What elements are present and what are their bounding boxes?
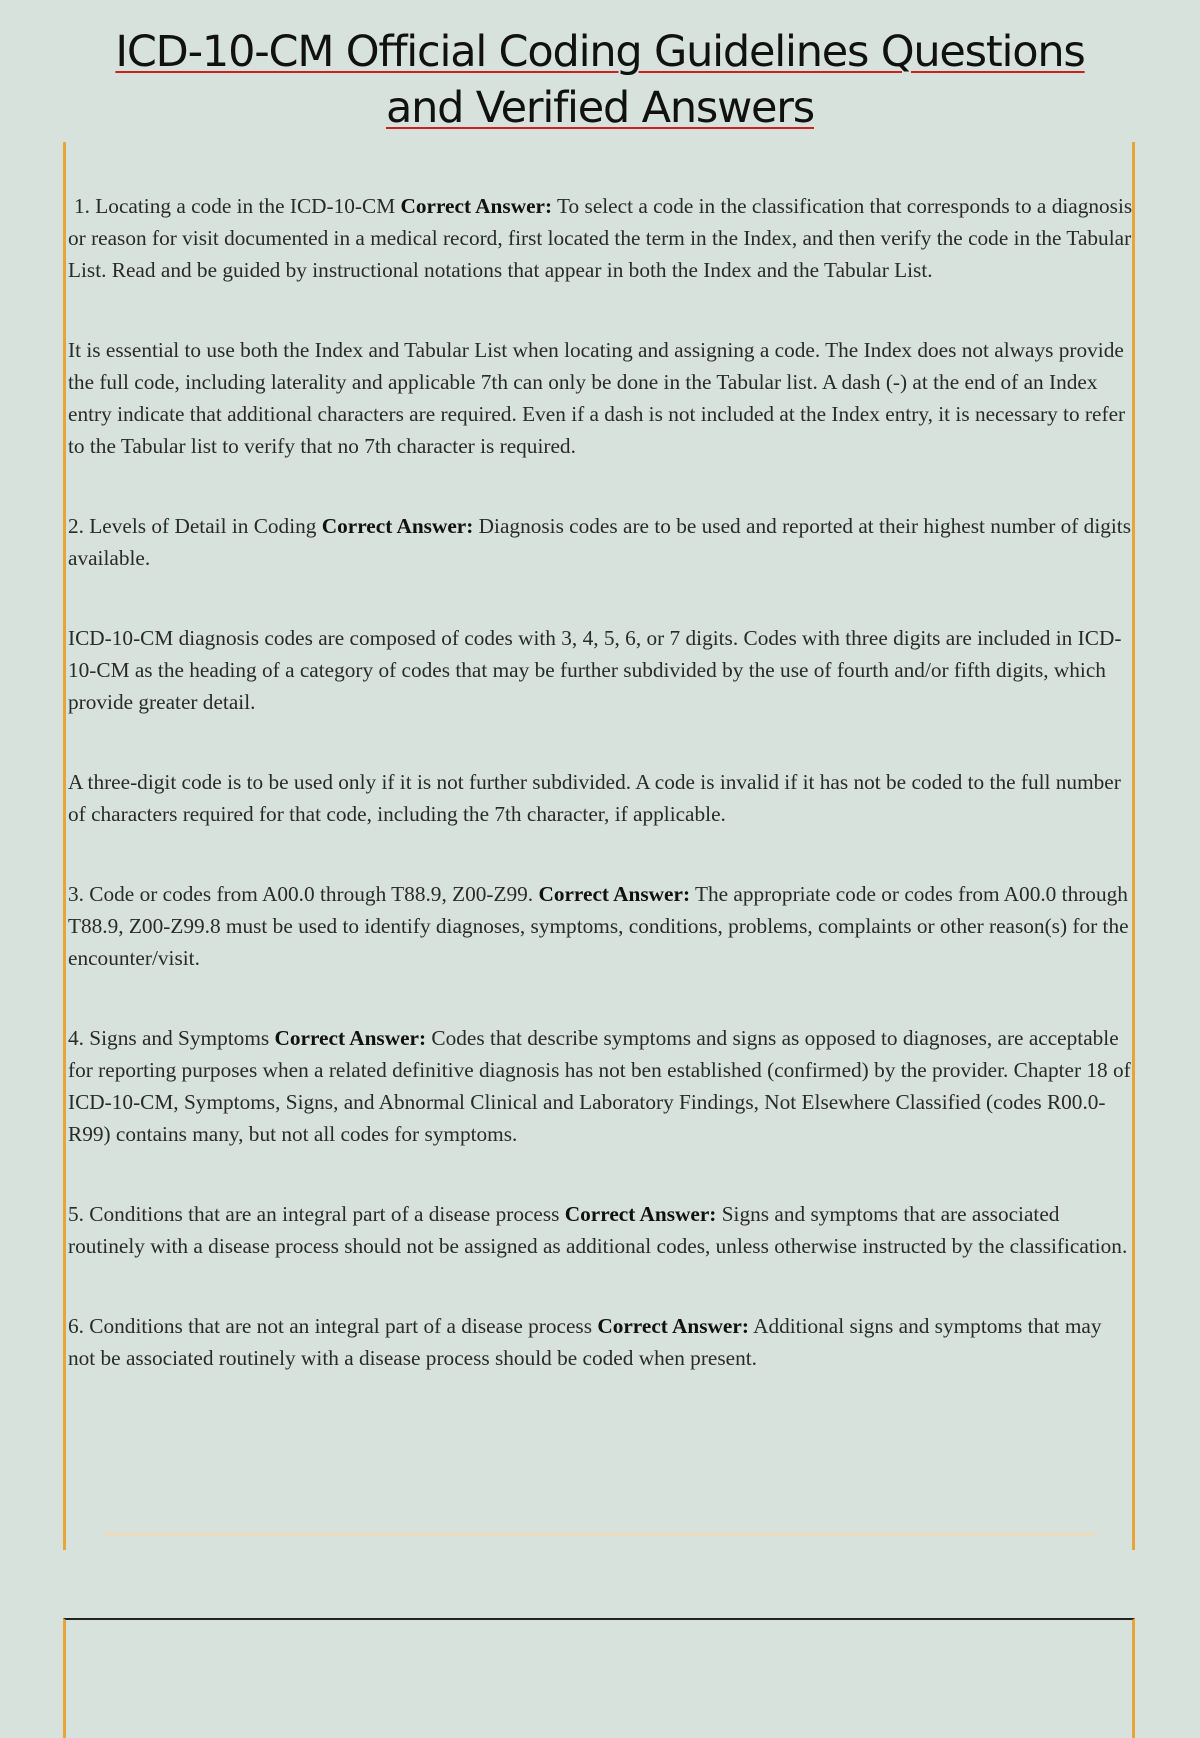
answer-text: Diagnosis codes are to be used and reported at their highest number of digits available. xyxy=(68,514,1132,570)
question-text: 2. Levels of Detail in Coding xyxy=(68,514,317,538)
page-title xyxy=(0,24,1200,136)
qa-item-5 xyxy=(68,1198,1134,1262)
correct-answer-label: Correct Answer: xyxy=(538,882,691,906)
next-page-frame xyxy=(63,1618,1135,1738)
correct-answer-label: Correct Answer: xyxy=(564,1202,717,1226)
correct-answer-label: Correct Answer: xyxy=(597,1314,749,1338)
qa-item-6 xyxy=(68,1310,1134,1374)
qa-item-2 xyxy=(68,510,1134,574)
answer-text: To select a code in the classification that corresponds to a diagnosis or reason for visit documented in a medical record, first located the term in the Index, and then verify the code in the Tabular List. Read and be guided by instructional notations that appear in both the Index and the Tabular List. xyxy=(68,194,1133,282)
question-text: 3. Code or codes from A00.0 through T88.9, Z00-Z99. xyxy=(68,882,534,906)
title-line-2: and Verified Answers xyxy=(385,83,814,133)
qa-content xyxy=(68,190,1134,1422)
qa-item-1-extra: It is essential to use both the Index and Tabular List when locating and assigning a code. The Index does not always provide the full code, including laterality and applicable 7th can only be done in the Tabular list. A dash (-) at the end of an Index entry indicate that additional characters are required. Even if a dash is not included at the Index entry, it is necessary to refer to the Tabular list to verify that no 7th character is required. xyxy=(68,338,1126,458)
question-text: 5. Conditions that are an integral part of a disease process xyxy=(68,1202,560,1226)
correct-answer-label: Correct Answer: xyxy=(274,1026,427,1050)
qa-item-1 xyxy=(68,190,1134,286)
answer-text: Codes that describe symptoms and signs as opposed to diagnoses, are acceptable for reporting purposes when a related definitive diagnosis has not ben established (confirmed) by the provider. Chapter 18 of ICD-10-CM, Symptoms, Signs, and Abnormal Clinical and Laboratory Findings, Not Elsewhere Classified (codes R00.0-R99) contains many, but not all codes for symptoms. xyxy=(68,1026,1131,1146)
correct-answer-label: Correct Answer: xyxy=(321,514,474,538)
qa-item-3 xyxy=(68,878,1134,974)
qa-item-4 xyxy=(68,1022,1134,1150)
answer-text: Signs and symptoms that are associated routinely with a disease process should not be assigned as additional codes, unless otherwise instructed by the classification. xyxy=(68,1202,1128,1258)
qa-item-2-extra-2: A three-digit code is to be used only if it is not further subdivided. A code is invalid if it has not be coded to the full number of characters required for that code, including the 7th character, if applicable. xyxy=(68,770,1121,826)
qa-item-2-extra-1: ICD-10-CM diagnosis codes are composed of codes with 3, 4, 5, 6, or 7 digits. Codes with three digits are included in ICD-10-CM as the heading of a category of codes that may be further subdivided by the use of fourth and/or fifth digits, which provide greater detail. xyxy=(68,626,1122,714)
question-text: 4. Signs and Symptoms xyxy=(68,1026,270,1050)
answer-text: Additional signs and symptoms that may not be associated routinely with a disease process should be coded when present. xyxy=(68,1314,1102,1370)
title-line-1: ICD-10-CM Official Coding Guidelines Questions xyxy=(115,27,1085,77)
question-text: 1. Locating a code in the ICD-10-CM xyxy=(74,194,396,218)
correct-answer-label: Correct Answer: xyxy=(400,194,553,218)
answer-text: The appropriate code or codes from A00.0 through T88.9, Z00-Z99.8 must be used to identify diagnoses, symptoms, conditions, problems, complaints or other reason(s) for the encounter/visit. xyxy=(68,882,1129,970)
question-text: 6. Conditions that are not an integral part of a disease process xyxy=(68,1314,592,1338)
frame-bottom-rule xyxy=(104,1532,1094,1536)
